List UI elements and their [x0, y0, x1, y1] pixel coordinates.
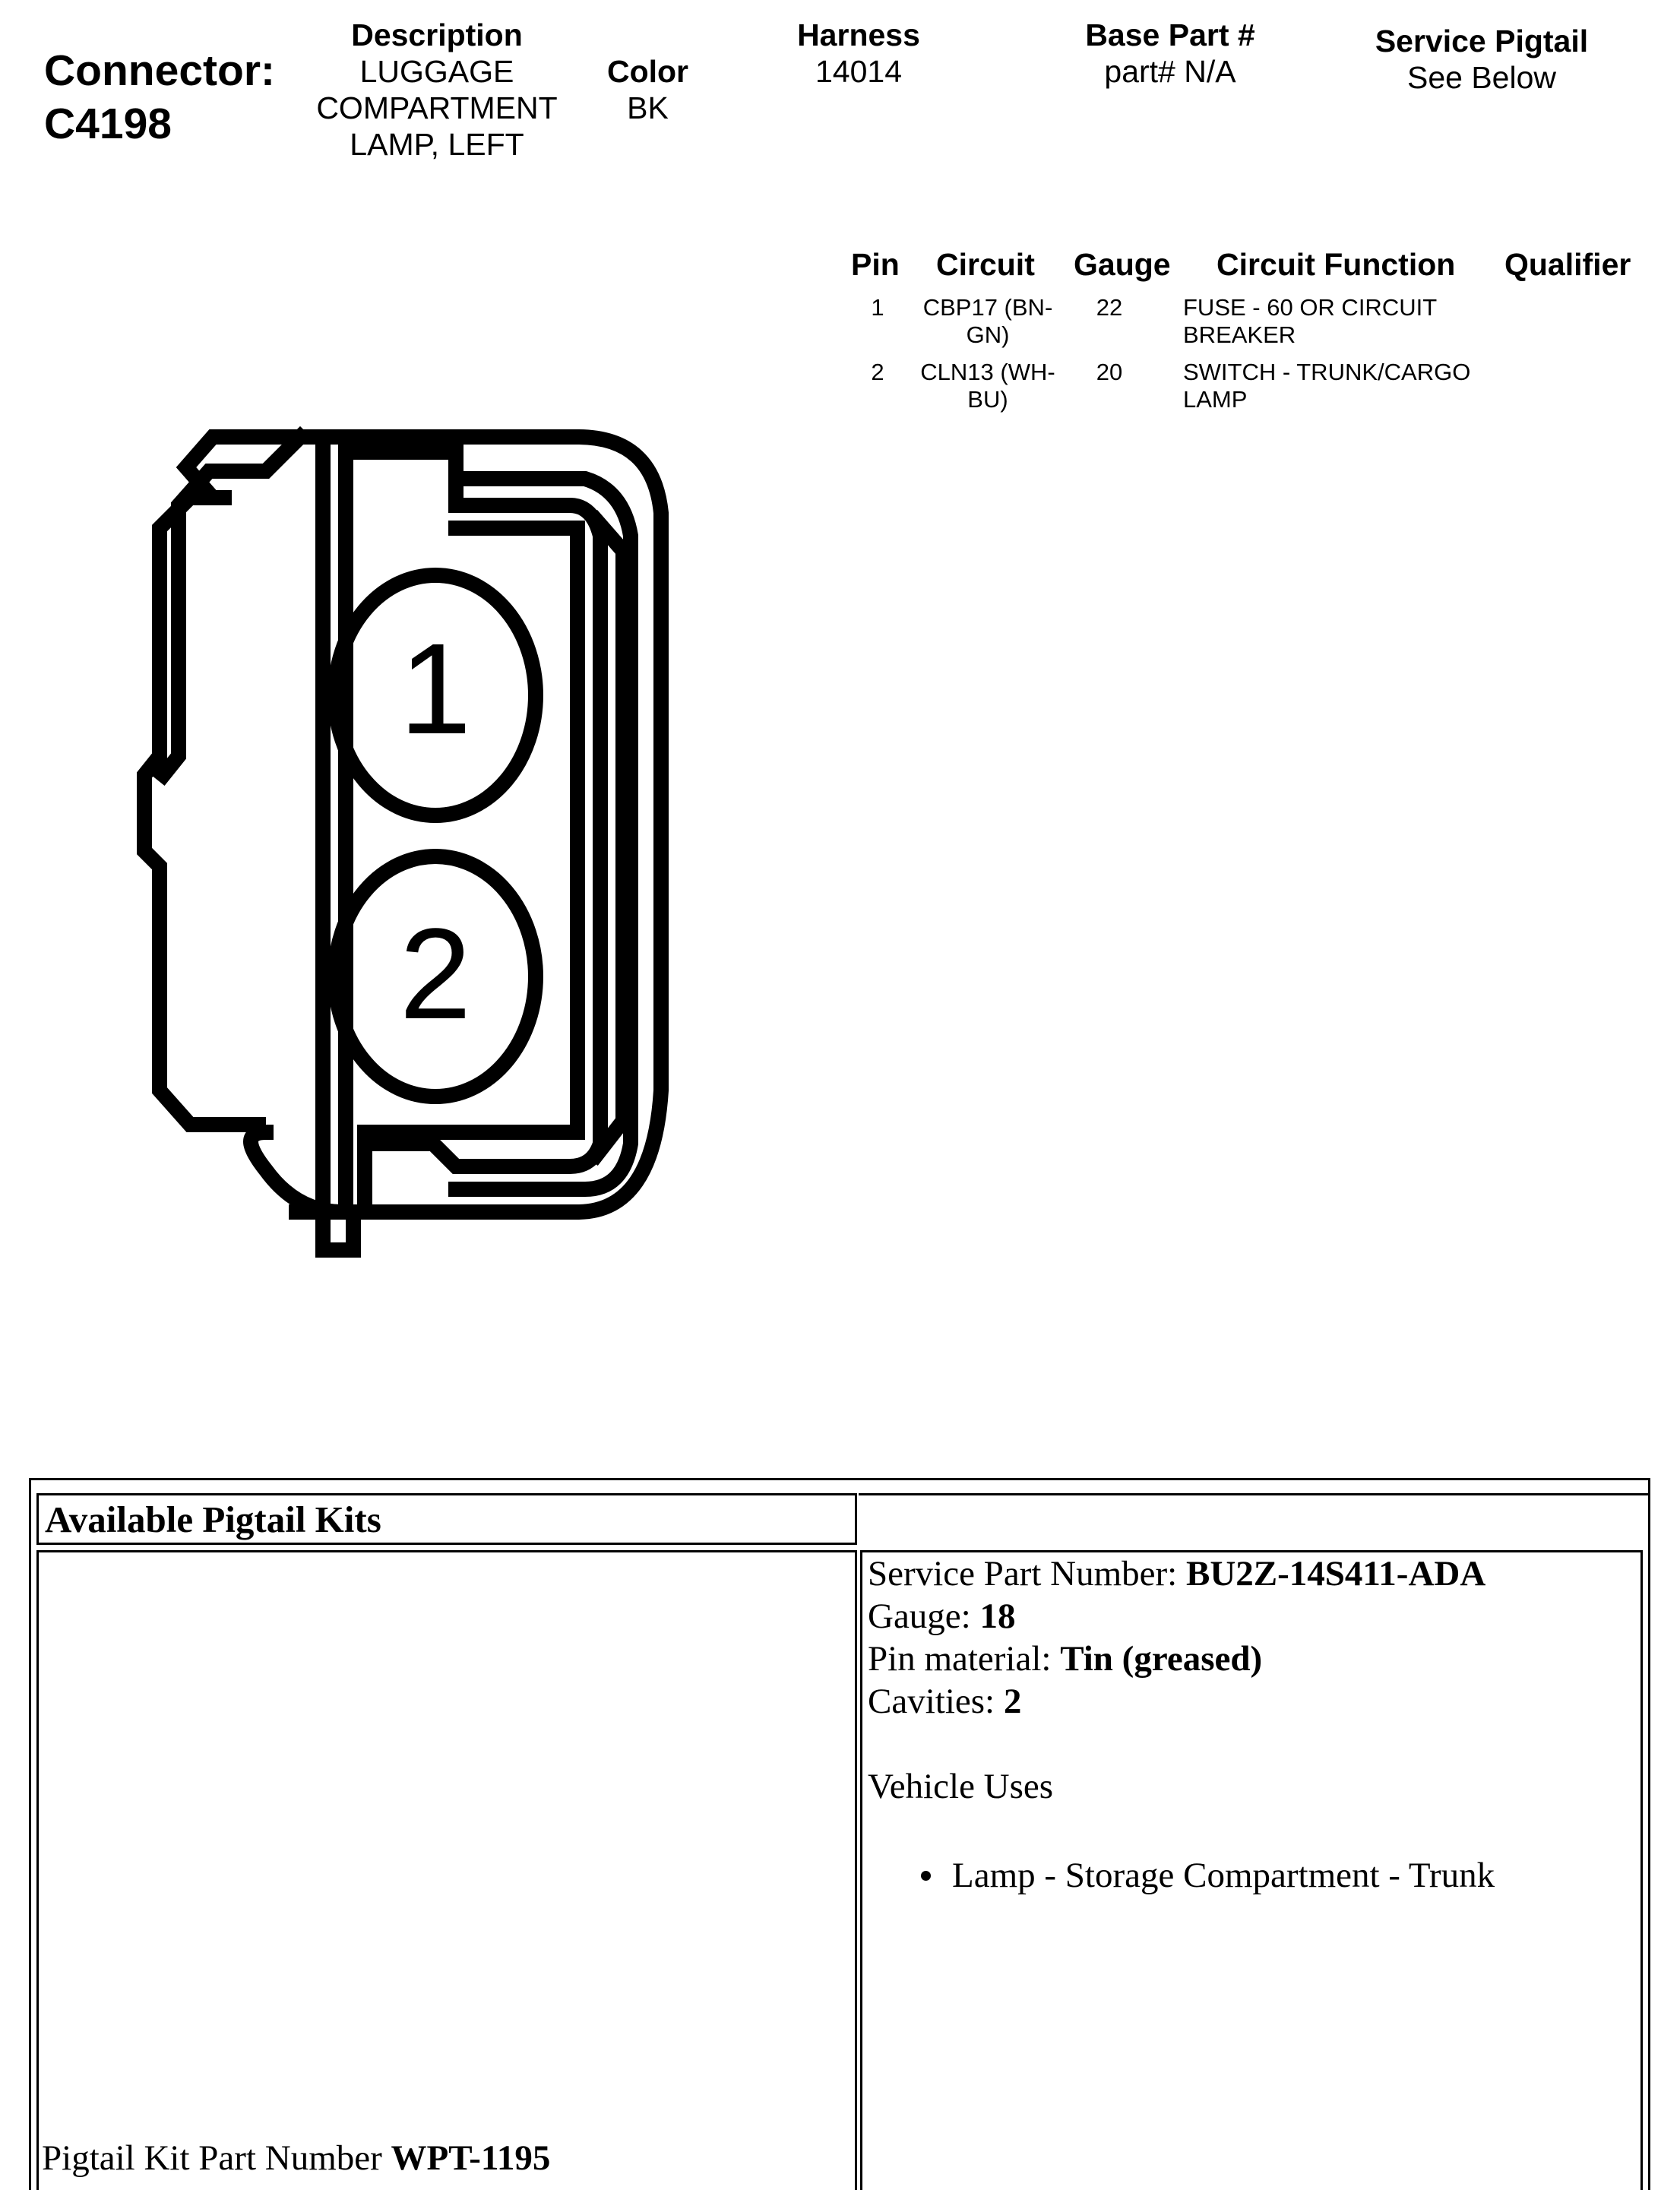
service-pigtail-column — [1345, 23, 1618, 96]
service-pigtail-label: Service Pigtail — [1375, 24, 1589, 59]
gauge-line — [868, 1595, 1015, 1638]
service-pigtail-value: See Below — [1406, 60, 1556, 95]
description-line-1: LUGGAGE — [359, 54, 514, 89]
pigtail-kit-part-number — [42, 2137, 550, 2179]
pigtail-kits-header-cell — [36, 1493, 857, 1545]
pin-material-value: Tin (greased) — [1060, 1639, 1263, 1679]
pigtail-kits-header-right-cell — [859, 1493, 1649, 1545]
cavities-value: 2 — [1003, 1682, 1022, 1721]
base-part-label: Base Part # — [1085, 17, 1255, 52]
pigtail-kit-image-cell — [36, 1550, 857, 2190]
gauge-value: 18 — [979, 1597, 1016, 1636]
vehicle-use-item — [921, 1854, 1495, 1897]
row-1-function-line-1: FUSE - 60 OR CIRCUIT — [1183, 294, 1438, 321]
row-1-circuit — [912, 294, 1064, 349]
bullet-icon — [921, 1871, 931, 1881]
col-header-circuit: Circuit — [936, 247, 1035, 282]
row-1-function — [1183, 294, 1502, 349]
row-1-circuit-line-1: CBP17 (BN- — [922, 294, 1053, 321]
col-header-gauge: Gauge — [1074, 247, 1171, 282]
row-2-function — [1183, 359, 1502, 413]
description-line-3: LAMP, LEFT — [350, 127, 524, 162]
pin-1-label: 1 — [399, 617, 472, 761]
row-2-circuit — [912, 359, 1064, 413]
pin-material-line — [868, 1638, 1262, 1680]
row-2-circuit-line-2: BU) — [967, 386, 1008, 413]
cavities-line — [868, 1680, 1021, 1723]
connector-label: Connector: — [44, 46, 275, 95]
description-column — [293, 17, 581, 163]
kit-part-label: Pigtail Kit Part Number — [42, 2138, 382, 2178]
vehicle-use-text: Lamp - Storage Compartment - Trunk — [952, 1856, 1495, 1895]
col-header-qualifier: Qualifier — [1504, 247, 1631, 282]
color-value: BK — [627, 90, 669, 125]
color-column — [585, 53, 710, 126]
pigtail-kits-header: Available Pigtail Kits — [45, 1499, 381, 1540]
pin-2-label: 2 — [399, 902, 472, 1046]
kit-part-value: WPT-1195 — [391, 2138, 551, 2178]
col-header-circuit-function: Circuit Function — [1216, 247, 1456, 282]
description-line-2: COMPARTMENT — [316, 90, 558, 125]
row-2-pin: 2 — [871, 359, 884, 385]
description-label: Description — [351, 17, 523, 52]
base-part-column — [1049, 17, 1292, 90]
row-1-gauge: 22 — [1096, 294, 1123, 321]
row-1-circuit-line-2: GN) — [966, 321, 1010, 348]
base-part-value: part# N/A — [1104, 54, 1236, 89]
connector-title — [44, 44, 275, 150]
service-part-label: Service Part Number: — [868, 1554, 1178, 1593]
cavities-label: Cavities: — [868, 1682, 995, 1721]
col-header-pin: Pin — [851, 247, 900, 282]
harness-column — [760, 17, 957, 90]
harness-value: 14014 — [815, 54, 902, 89]
row-2-function-line-2: LAMP — [1183, 386, 1248, 413]
row-1-function-line-2: BREAKER — [1183, 321, 1296, 348]
gauge-label: Gauge: — [868, 1597, 971, 1636]
row-1-pin: 1 — [871, 294, 884, 321]
service-part-value: BU2Z-14S411-ADA — [1185, 1554, 1486, 1593]
connector-id: C4198 — [44, 100, 172, 148]
connector-face-drawing — [137, 422, 684, 1280]
row-2-gauge: 20 — [1096, 359, 1123, 385]
color-label: Color — [606, 54, 689, 89]
row-2-function-line-1: SWITCH - TRUNK/CARGO — [1183, 359, 1471, 385]
latch-upper — [163, 437, 300, 775]
pin-material-label: Pin material: — [868, 1639, 1052, 1679]
service-part-number-line — [868, 1552, 1485, 1595]
row-2-circuit-line-1: CLN13 (WH- — [920, 359, 1055, 385]
harness-label: Harness — [797, 17, 920, 52]
vehicle-uses-label: Vehicle Uses — [868, 1767, 1054, 1806]
